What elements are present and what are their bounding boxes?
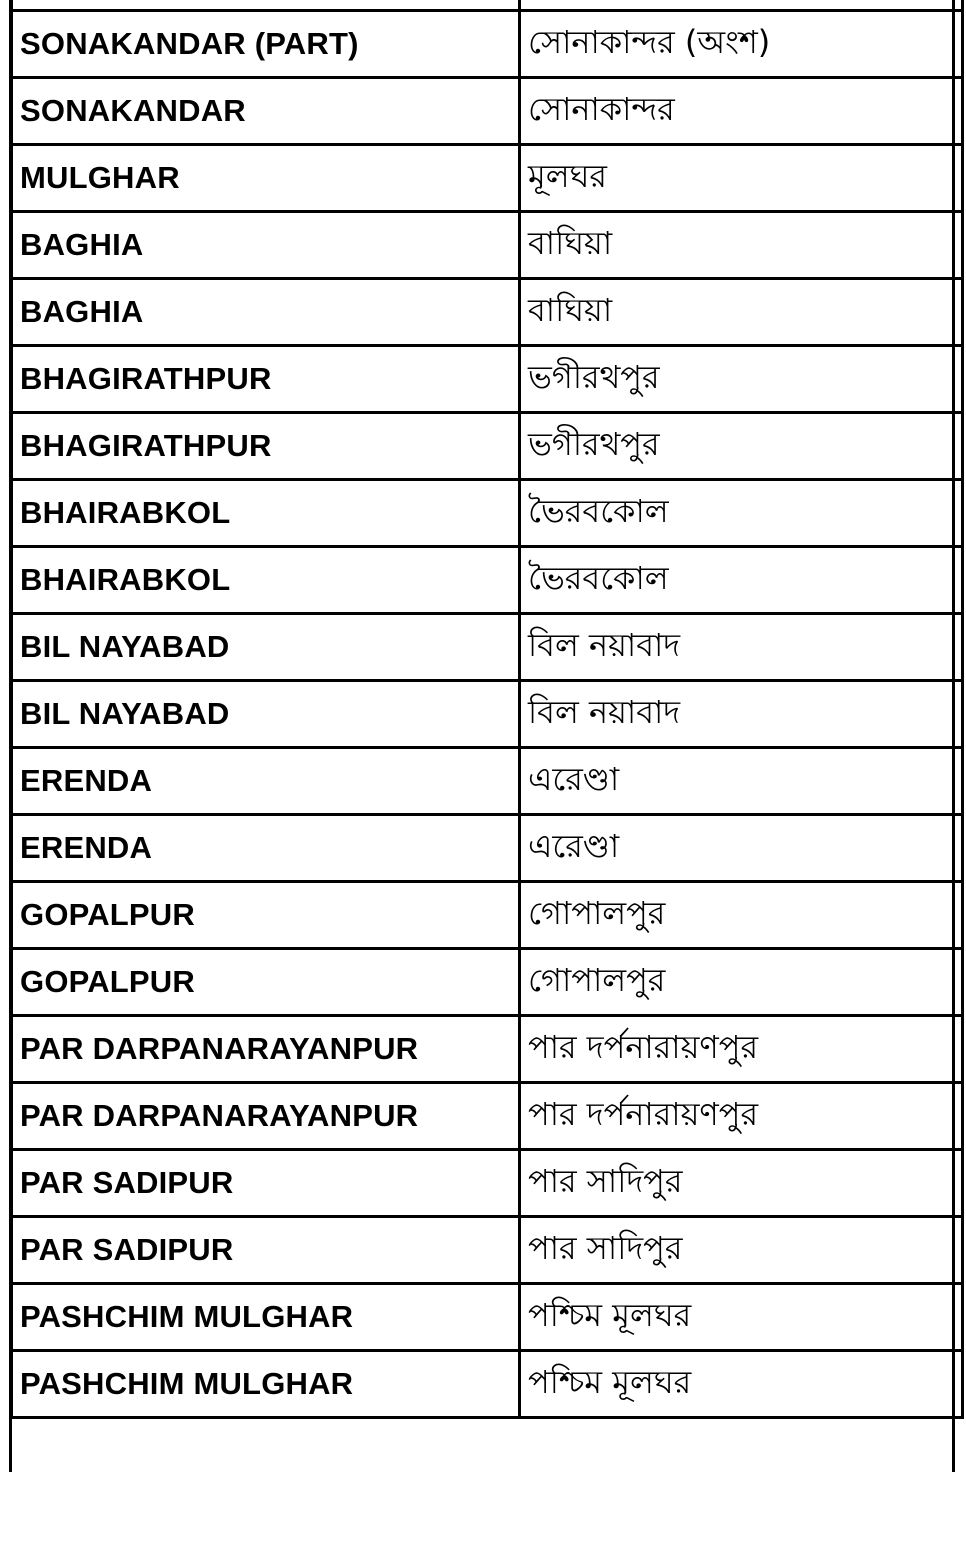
english-name-cell: SONAKANDAR (PART)	[12, 11, 520, 78]
table-row	[12, 413, 963, 480]
english-name-cell: PAR DARPANARAYANPUR	[12, 1016, 520, 1083]
bengali-name-cell: মূলঘর	[520, 145, 963, 212]
english-name-cell: PASHCHIM MULGHAR	[12, 1351, 520, 1418]
english-name-cell: PAR SADIPUR	[12, 1150, 520, 1217]
bengali-name-cell: এরেণ্ডা	[520, 815, 963, 882]
english-name-cell: PAR DARPANARAYANPUR	[12, 1083, 520, 1150]
table-row	[12, 681, 963, 748]
english-name-cell: BIL NAYABAD	[12, 614, 520, 681]
table-row	[12, 1217, 963, 1284]
bengali-name-cell: গোপালপুর	[520, 949, 963, 1016]
cut-off-header-row	[12, 0, 963, 11]
cut-off-header-cell-english	[12, 0, 520, 11]
english-name-cell: GOPALPUR	[12, 949, 520, 1016]
table-row	[12, 1016, 963, 1083]
bengali-name-cell: ভৈরবকোল	[520, 480, 963, 547]
bengali-name-cell: বিল নয়াবাদ	[520, 681, 963, 748]
table-row	[12, 949, 963, 1016]
bengali-name-cell: ভগীরথপুর	[520, 346, 963, 413]
english-name-cell: BHAGIRATHPUR	[12, 346, 520, 413]
english-name-cell: MULGHAR	[12, 145, 520, 212]
english-name-cell: GOPALPUR	[12, 882, 520, 949]
english-name-cell: BAGHIA	[12, 279, 520, 346]
table-row	[12, 1284, 963, 1351]
bengali-name-cell: পশ্চিম মূলঘর	[520, 1284, 963, 1351]
bengali-name-cell: সোনাকান্দর (অংশ)	[520, 11, 963, 78]
table-row	[12, 748, 963, 815]
english-name-cell: PAR SADIPUR	[12, 1217, 520, 1284]
table-row	[12, 1150, 963, 1217]
english-name-cell: BAGHIA	[12, 212, 520, 279]
bengali-name-cell: বাঘিয়া	[520, 212, 963, 279]
bengali-name-cell: সোনাকান্দর	[520, 78, 963, 145]
bengali-name-cell: পার দর্পনারায়ণপুর	[520, 1083, 963, 1150]
english-name-cell: PASHCHIM MULGHAR	[12, 1284, 520, 1351]
english-name-cell: BHAIRABKOL	[12, 480, 520, 547]
bengali-name-cell: পার দর্পনারায়ণপুর	[520, 1016, 963, 1083]
table-row	[12, 212, 963, 279]
bengali-name-cell: ভগীরথপুর	[520, 413, 963, 480]
english-name-cell: BIL NAYABAD	[12, 681, 520, 748]
table-row	[12, 1083, 963, 1150]
bengali-name-cell: বিল নয়াবাদ	[520, 614, 963, 681]
table-row	[12, 78, 963, 145]
table-row	[12, 547, 963, 614]
bengali-name-cell: এরেণ্ডা	[520, 748, 963, 815]
table-row	[12, 882, 963, 949]
english-name-cell: SONAKANDAR	[12, 78, 520, 145]
table-row	[12, 614, 963, 681]
english-name-cell: BHAIRABKOL	[12, 547, 520, 614]
english-name-cell: ERENDA	[12, 815, 520, 882]
bengali-name-cell: পশ্চিম মূলঘর	[520, 1351, 963, 1418]
table-row	[12, 815, 963, 882]
table-row	[12, 279, 963, 346]
bengali-name-cell: গোপালপুর	[520, 882, 963, 949]
table-body	[12, 0, 963, 1418]
table-row	[12, 11, 963, 78]
table-row	[12, 480, 963, 547]
cut-off-header-cell-bengali	[520, 0, 963, 11]
village-name-table	[10, 0, 964, 1419]
bengali-name-cell: বাঘিয়া	[520, 279, 963, 346]
english-name-cell: ERENDA	[12, 748, 520, 815]
table-row	[12, 1351, 963, 1418]
table-row	[12, 346, 963, 413]
bengali-name-cell: পার সাদিপুর	[520, 1150, 963, 1217]
bengali-name-cell: পার সাদিপুর	[520, 1217, 963, 1284]
table-row	[12, 145, 963, 212]
english-name-cell: BHAGIRATHPUR	[12, 413, 520, 480]
bengali-name-cell: ভৈরবকোল	[520, 547, 963, 614]
